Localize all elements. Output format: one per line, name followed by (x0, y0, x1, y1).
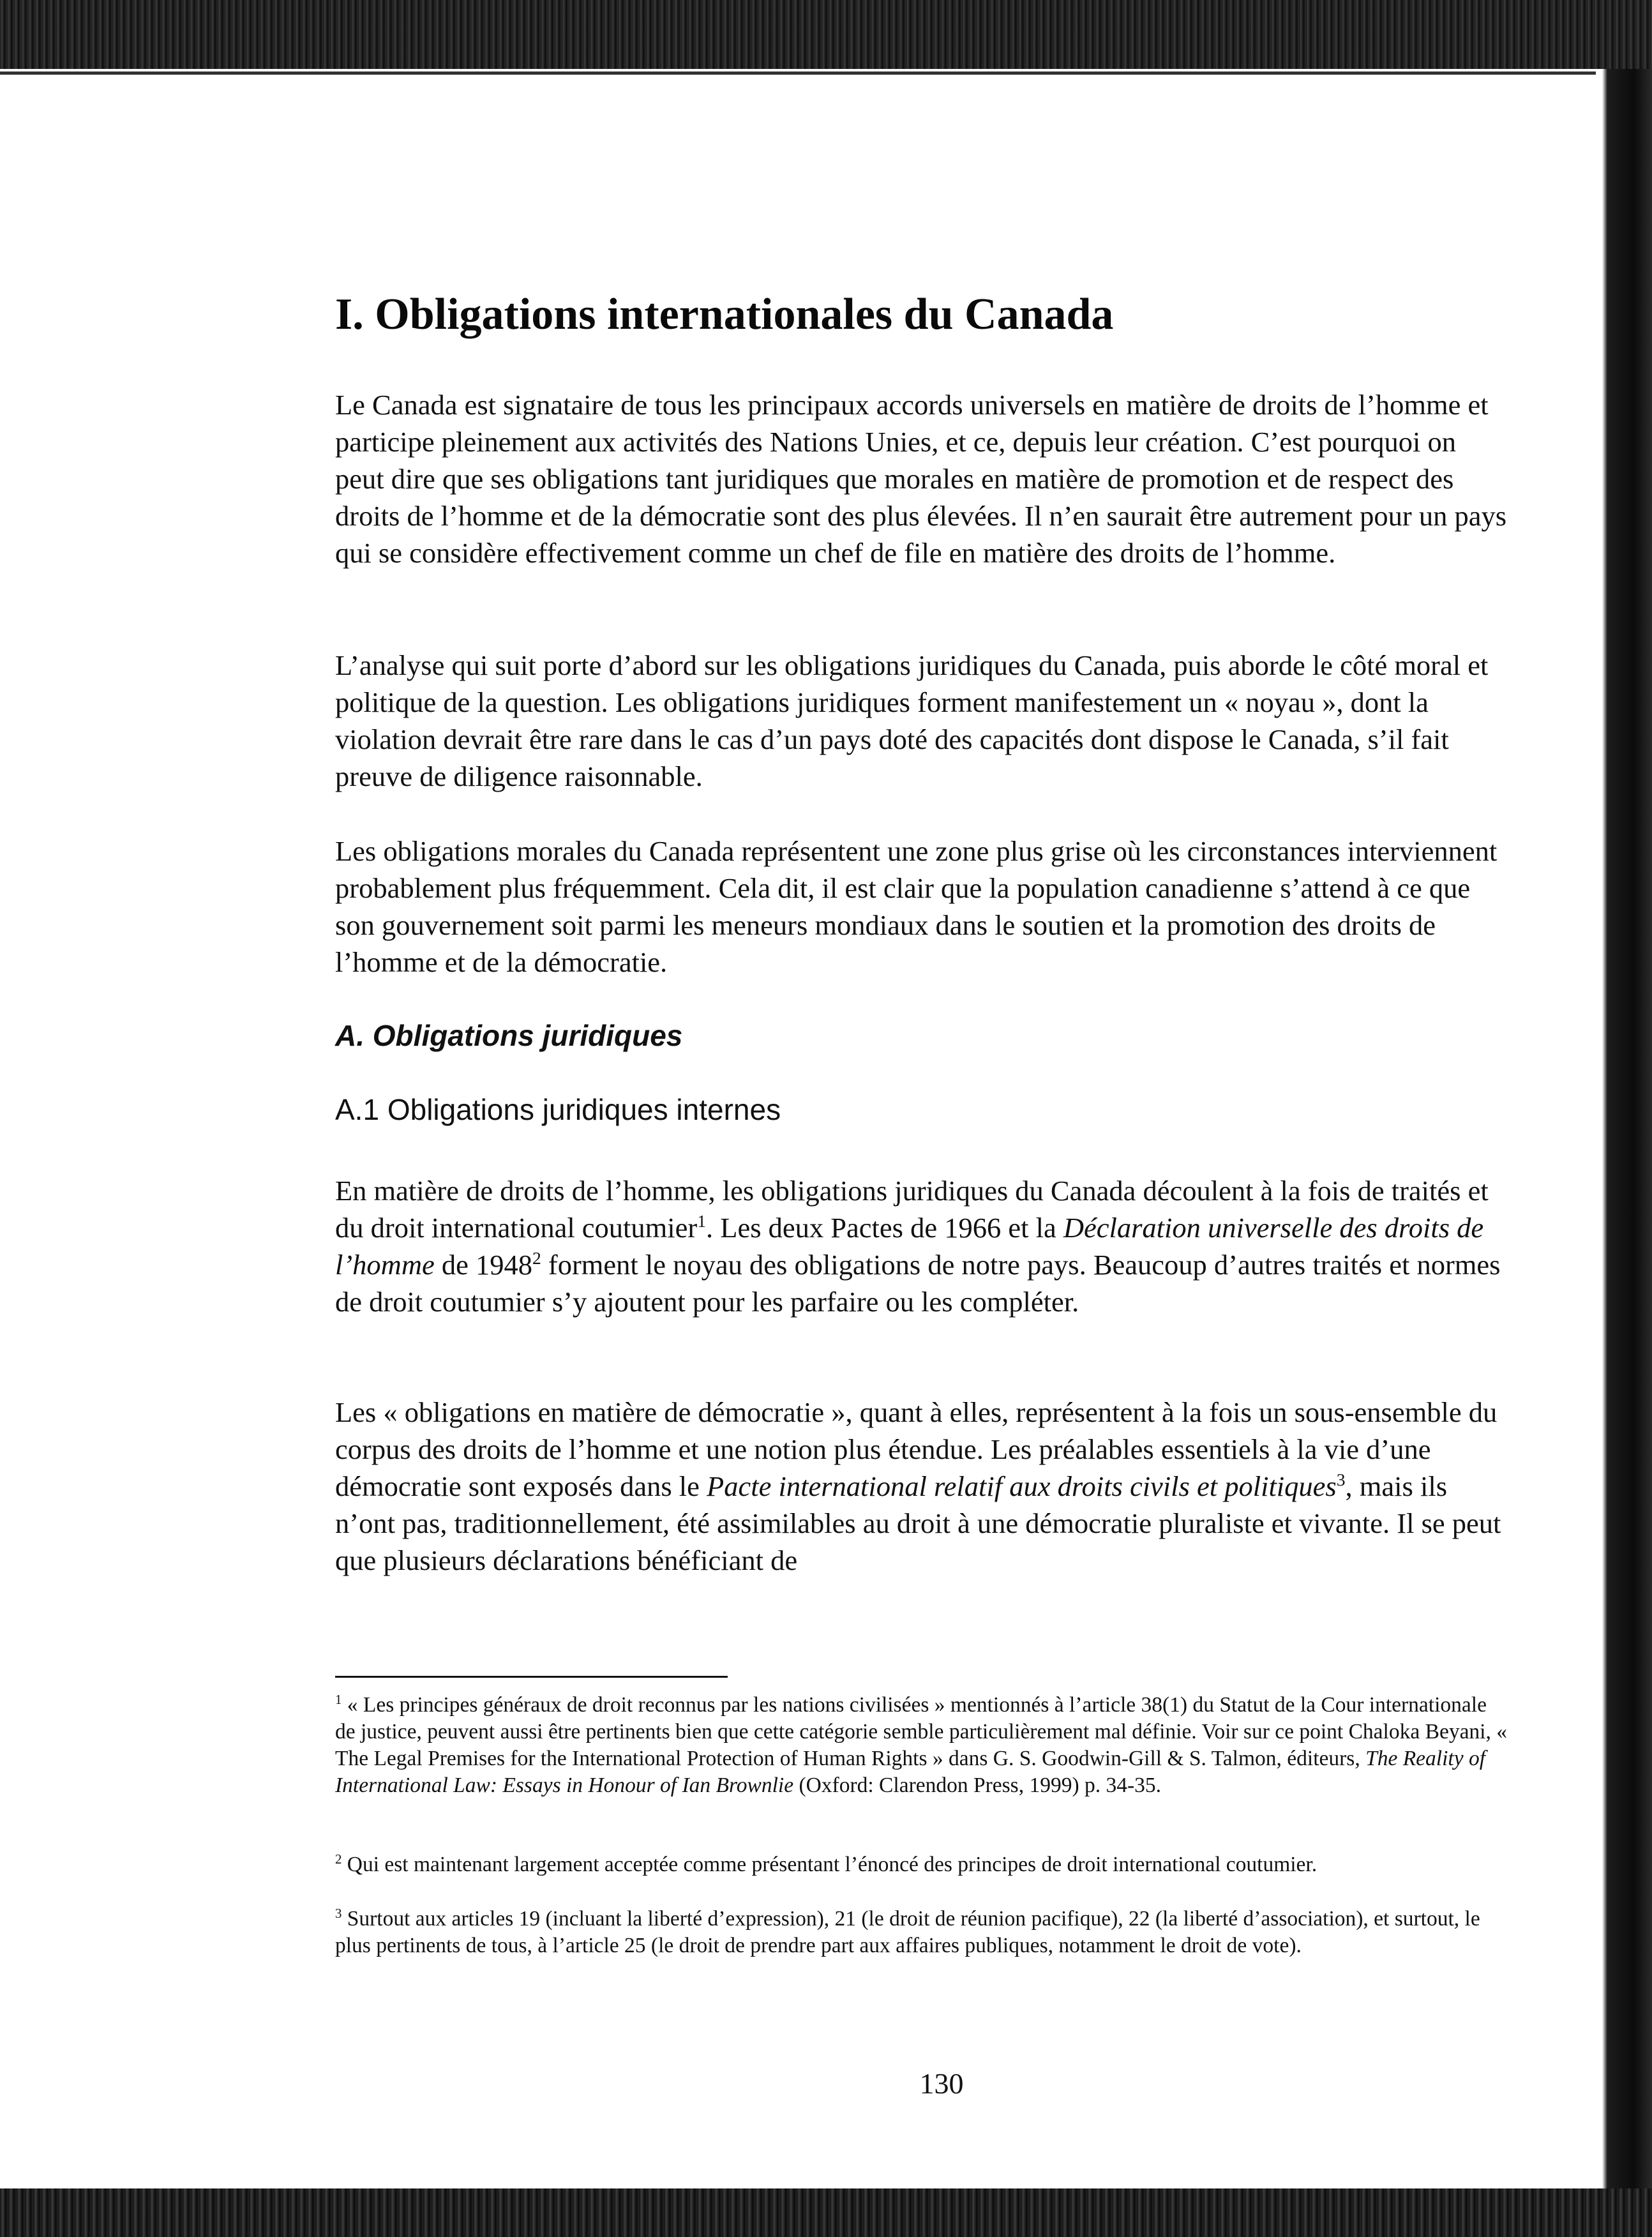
footnote-separator (335, 1676, 728, 1678)
subsection-heading-a1: A.1 Obligations juridiques internes (335, 1093, 781, 1126)
section-heading-a: A. Obligations juridiques (335, 1019, 683, 1052)
footnote-3 (335, 1906, 1510, 1959)
footnote-ref-3[interactable]: 3 (1336, 1470, 1346, 1490)
footnote-1-italic: The Reality of International Law: Essays in Honour of Ian Brownlie (335, 1747, 1486, 1797)
paragraph-4-italic: Déclaration universelle des droits de l’homme (335, 1212, 1484, 1281)
footnote-3-text: Surtout aux articles 19 (incluant la liberté d’expression), 21 (le droit de réunion pacifique), 22 (la liberté d’association), et surtout, le plus pertinents de tous, à l’article 25 (le droit de prendre part aux affaires publiques, notamment le droit de vote). (335, 1907, 1480, 1957)
footnote-ref-1[interactable]: 1 (697, 1211, 707, 1231)
footnote-2 (335, 1851, 1510, 1878)
paragraph-1: Le Canada est signataire de tous les principaux accords universels en matière de droits de l’homme et participe pleinement aux activités des Nations Unies, et ce, depuis leur création. C’est pourquoi on peut dire que ses obligations tant juridiques que morales en matière de promotion et de respect des droits de l’homme et de la démocratie sont des plus élevées. Il n’en saurait être autrement pour un pays qui se considère effectivement comme un chef de file en matière des droits de l’homme. (335, 389, 1507, 569)
footnote-2-text: Qui est maintenant largement acceptée comme présentant l’énoncé des principes de droit international coutumier. (342, 1853, 1318, 1876)
paragraph-5 (335, 1394, 1510, 1579)
page-number: 130 (919, 2067, 964, 2100)
footnote-1-text: (Oxford: Clarendon Press, 1999) p. 34-35. (793, 1774, 1162, 1797)
scan-edge-line (0, 72, 1596, 75)
paragraph-3: Les obligations morales du Canada représentent une zone plus grise où les circonstances interviennent probablement plus fréquemment. Cela dit, il est clair que la population canadienne s’attend à ce que son gouvernement soit parmi les meneurs mondiaux dans le soutien et la promotion des droits de l’homme et de la démocratie. (335, 835, 1498, 978)
scan-border-right (1596, 69, 1652, 2188)
paragraph-4-text: En matière de droits de l’homme, les obligations juridiques du Canada découlent à la fois de traités et du droit international coutumier (335, 1175, 1489, 1244)
footnote-2-number: 2 (335, 1851, 342, 1867)
footnote-ref-2[interactable]: 2 (532, 1248, 541, 1269)
paragraph-5-italic: Pacte international relatif aux droits civils et politiques (707, 1470, 1337, 1502)
footnote-1-number: 1 (335, 1692, 342, 1707)
footnote-1-text: « Les principes généraux de droit reconnus par les nations civilisées » mentionnés à l’article 38(1) du Statut de la Cour internationale de justice, peuvent aussi être pertinents bien que cette catégorie semble particulièrement mal définie. Voir sur ce point Chaloka Beyani, « The Legal Premises for the International Protection of Human Rights » dans G. S. Goodwin-Gill & S. Talmon, éditeurs, (335, 1693, 1507, 1770)
scan-border-top (0, 0, 1652, 69)
paragraph-4 (335, 1172, 1510, 1320)
paragraph-2: L’analyse qui suit porte d’abord sur les obligations juridiques du Canada, puis aborde le côté moral et politique de la question. Les obligations juridiques forment manifestement un « noyau », dont la violation devrait être rare dans le cas d’un pays doté des capacités dont dispose le Canada, s’il fait preuve de diligence raisonnable. (335, 649, 1489, 792)
footnote-1 (335, 1692, 1510, 1799)
footnote-3-number: 3 (335, 1906, 342, 1921)
scan-border-bottom (0, 2188, 1652, 2237)
page-title: I. Obligations internationales du Canada (335, 290, 1114, 339)
paragraph-4-text: . Les deux Pactes de 1966 et la (706, 1212, 1063, 1244)
paragraph-4-text: forment le noyau des obligations de notre pays. Beaucoup d’autres traités et normes de droit coutumier s’y ajoutent pour les parfaire ou les compléter. (335, 1249, 1501, 1318)
paragraph-4-text: de 1948 (434, 1249, 532, 1281)
paragraph-5-text: Les « obligations en matière de démocratie », quant à elles, représentent à la fois un sous-ensemble du corpus des droits de l’homme et une notion plus étendue. Les préalables essentiels à la vie d’une démocratie sont exposés dans le (335, 1396, 1498, 1502)
paragraph-5-text: , mais ils n’ont pas, traditionnellement, été assimilables au droit à une démocratie pluraliste et vivante. Il se peut que plusieurs déclarations bénéficiant de (335, 1470, 1501, 1576)
